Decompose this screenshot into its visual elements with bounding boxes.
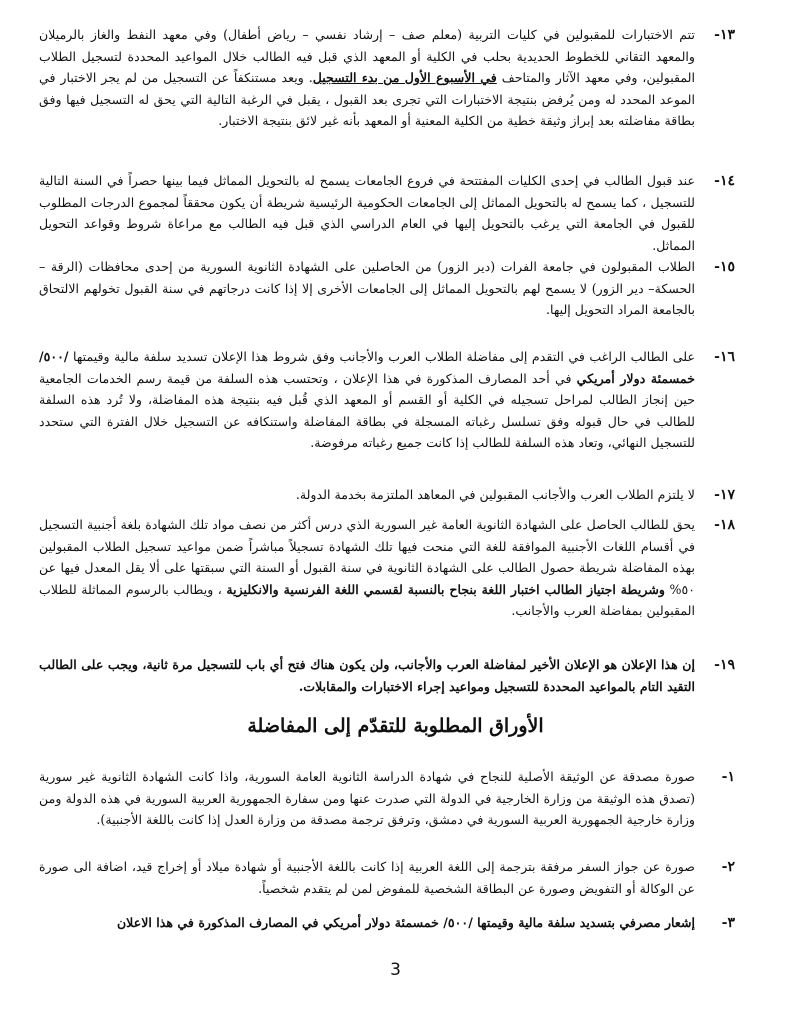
emphasis-amount: /٥٠٠/ خمسمئة دولار أمريكي <box>39 349 695 386</box>
section-heading: الأوراق المطلوبة للتقدّم إلى المفاضلة <box>247 715 544 737</box>
page-number: 3 <box>390 960 401 980</box>
clause-number: ١٤- <box>714 173 735 189</box>
clause-number: ١٣- <box>714 27 735 43</box>
clause-17 <box>35 484 735 506</box>
required-doc-2 <box>35 856 735 899</box>
clause-number: ١٧- <box>714 487 735 503</box>
doc-number: ١- <box>721 769 735 785</box>
emphasis-first-week: في الأسبوع الأول من بدء التسجيل <box>312 70 497 85</box>
required-doc-1 <box>35 766 735 831</box>
clause-text: على الطالب الراغب في التقدم إلى مفاضلة الطلاب العرب والأجانب وفق شروط هذا الإعلان تسديد سلفة مالية وقيمتها /٥٠٠/ خمسمئة دولار أمريكي في أحد المصارف المذكورة في هذا الإعلان ، وتحتسب هذه السلفة من قيمة رسم الخدمات الجامعية حين إنجاز الطالب لمراحل تسجيله في الكلية أو القسم أو المعهد الذي قُبل فيه بنتيجة هذه المفاضلة، ولا تُرد هذه السلفة للطالب في حال قبوله وفق تسلسل رغباته المسجلة في بطاقة المفاضلة واستنكافه عن التسجيل خلال الفترة التي ستحدد للتسجيل النهائي، وتعاد هذه السلفة للطالب إذا كانت جميع رغباته مرفوضة. <box>39 349 695 450</box>
doc-text: صورة مصدقة عن الوثيقة الأصلية للنجاح في شهادة الدراسة الثانوية العامة السورية، واذا كانت الشهادة الثانوية غير سورية (تصدق هذه الوثيقة من وزارة الخارجية في الدولة التي صدرت عنها ومن سفارة الجمهورية العربية السورية في هذه الدولة ومن وزارة خارجية الجمهورية العربية السورية في دمشق، وترفق ترجمة مصدقة من وزارة العدل إذا كانت باللغة الأجنبية). <box>39 769 695 827</box>
clause-text: الطلاب المقبولون في جامعة الفرات (دير الزور) من الحاصلين على الشهادة الثانوية السورية من إحدى محافظات (الرقة –الحسكة– دير الزور) لا يسمح لهم بالتحويل المماثل إلى الجامعات الأخرى إلا إذا كانت درجاتهم في سنة القبول تخولهم الالتحاق بالجامعة المراد التحويل إليها. <box>39 259 695 317</box>
clause-text: تتم الاختبارات للمقبولين في كليات التربية (معلم صف – إرشاد نفسي – رياض أطفال) وفي معهد النفط والغاز بالرميلان والمعهد التقاني للخطوط الحديدية بحلب في الكلية أو المعهد الذي قبل فيه الطالب خلال المواعيد المحددة لتسجيل الطلاب المقبولين، وفي معهد الآثار والمتاحف في الأسبوع الأول من بدء التسجيل. ويعد مستنكفاً عن التسجيل من لم يجر الاختبار في الموعد المحدد له ومن يُرفض بنتيجة الاختبارات التي تجرى بعد القبول ، يقبل في الرغبة التالية التي يحق له التسجيل فيها وفق بطاقة مفاضلته بعد إبراز وثيقة خطية من الكلية المعنية أو المعهد بأنه غير لائق بنتيجة الاختبار. <box>39 27 695 128</box>
doc-number: ٢- <box>721 859 735 875</box>
clause-number: ١٥- <box>714 259 735 275</box>
clause-text: إن هذا الإعلان هو الإعلان الأخير لمفاضلة العرب والأجانب، ولن يكون هناك فتح أي باب للتسجيل مرة ثانية، ويجب على الطالب التقيد التام بالمواعيد المحددة للتسجيل ومواعيد إجراء الاختبارات والمقابلات. <box>39 657 695 694</box>
clause-text: لا يلتزم الطلاب العرب والأجانب المقبولين في المعاهد الملتزمة بخدمة الدولة. <box>295 487 695 502</box>
clause-text: عند قبول الطالب في إحدى الكليات المفتتحة في فروع الجامعات يسمح له بالتحويل المماثل فيما بينها حصراً في السنة التالية للتسجيل ، كما يسمح له بالتحويل المماثل إلى الجامعات الحكومية الرئيسية شريطة أن يكون محققاً لمجموع الدرجات المطلوب للقبول في الجامعة التي يرغب بالتحويل إليها في العام الدراسي الذي قبل فيه الطالب مع مراعاة شروط وقواعد التحويل المماثل. <box>39 173 695 253</box>
clause-number: ١٨- <box>714 517 735 533</box>
clause-15 <box>35 256 735 321</box>
clause-18 <box>35 514 735 622</box>
clause-text: يحق للطالب الحاصل على الشهادة الثانوية العامة غير السورية الذي درس أكثر من نصف مواد تلك الشهادة بلغة أجنبية التسجيل في أقسام اللغات الأجنبية الموافقة للغة التي منحت فيها تلك الشهادة تسجيلاً مباشراً ضمن مواعيد تسجيل الطلاب المقبولين بهذه المفاضلة شريطة حصول الطالب على الشهادة الثانوية في سنة القبول أو السنة التي سبقتها على ألا يقل المعدل فيها عن ٥٠% وشريطة اجتياز الطالب اختبار اللغة بنجاح بالنسبة لقسمي اللغة الفرنسية والانكليزية ، ويطالب بالرسوم المماثلة للطلاب المقبولين بمفاضلة العرب والأجانب. <box>39 517 695 618</box>
clause-14 <box>35 170 735 256</box>
emphasis-language-test: وشريطة اجتياز الطالب اختبار اللغة بنجاح بالنسبة لقسمي اللغة الفرنسية والانكليزية <box>226 581 665 597</box>
doc-text: صورة عن جواز السفر مرفقة بترجمة إلى اللغة العربية إذا كانت باللغة الأجنبية أو شهادة ميلاد أو إخراج قيد، اضافة الى صورة عن الوكالة أو التفويض وصورة عن البطاقة الشخصية للمفوض لمن لم يتقدم شخصياً. <box>39 859 695 896</box>
required-doc-3 <box>35 912 735 934</box>
clause-16 <box>35 346 735 454</box>
clause-13 <box>35 24 735 132</box>
clause-number: ١٩- <box>714 657 735 673</box>
doc-number: ٣- <box>721 915 735 931</box>
clause-19 <box>35 654 735 697</box>
clause-number: ١٦- <box>714 349 735 365</box>
doc-text: إشعار مصرفي بتسديد سلفة مالية وقيمتها /٥٠٠/ خمسمئة دولار أمريكي في المصارف المذكورة في هذا الاعلان <box>116 915 695 930</box>
